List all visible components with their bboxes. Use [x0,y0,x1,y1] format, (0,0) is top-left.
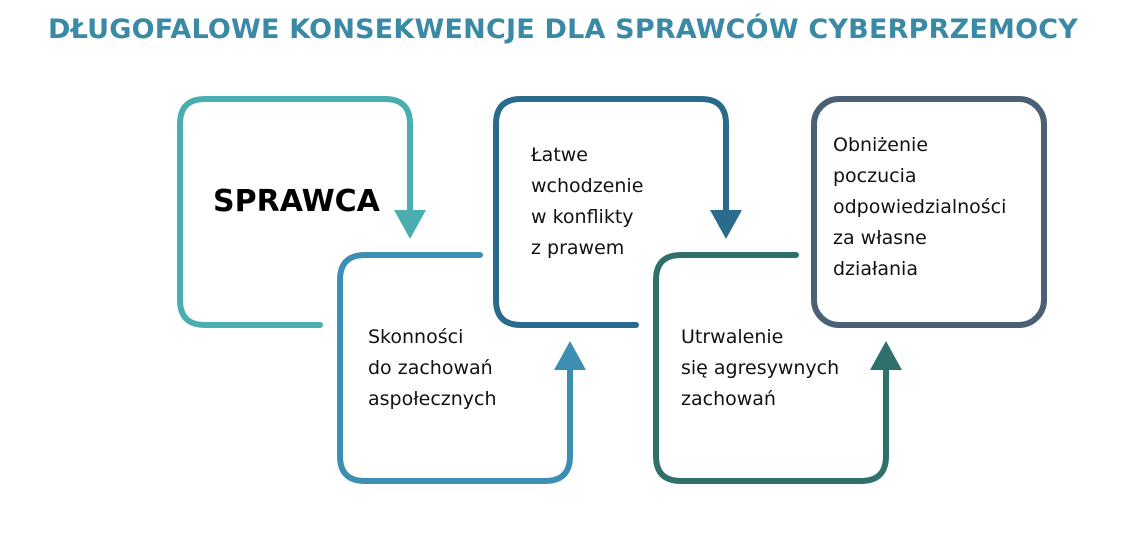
box-obnizenie-line: za własne [833,227,927,249]
box-utrwalenie-text [681,322,839,415]
box-skonnosci-line: do zachowań [368,357,493,379]
box-obnizenie-line: odpowiedzialności [833,196,1007,218]
box-latwe-line: w konflikty [531,206,634,228]
box-obnizenie-text [833,130,1006,285]
box-latwe-line: Łatwe [531,144,588,166]
box-skonnosci-text [368,322,497,415]
box-sprawca-label: SPRAWCA [213,184,380,219]
box-skonnosci-line: aspołecznych [368,388,497,410]
box-utrwalenie-line: się agresywnych [681,357,840,379]
box-latwe-line: z prawem [531,237,625,259]
box-latwe-text [531,140,643,264]
box-obnizenie-line: Obniżenie [833,134,929,156]
box-skonnosci-line: Skonności [368,326,464,348]
box-obnizenie-line: poczucia [833,165,917,187]
diagram-title: DŁUGOFALOWE KONSEKWENCJE DLA SPRAWCÓW CYBERPRZEMOCY [47,14,1078,45]
box-utrwalenie-line: Utrwalenie [681,326,784,348]
arrow-down-3 [710,210,742,239]
box-latwe-line: wchodzenie [531,175,644,197]
arrow-up-2 [554,341,586,370]
box-obnizenie-line: działania [833,258,918,280]
box-utrwalenie-line: zachowań [681,388,776,410]
arrow-up-4 [870,341,902,370]
arrow-down-1 [394,210,426,239]
